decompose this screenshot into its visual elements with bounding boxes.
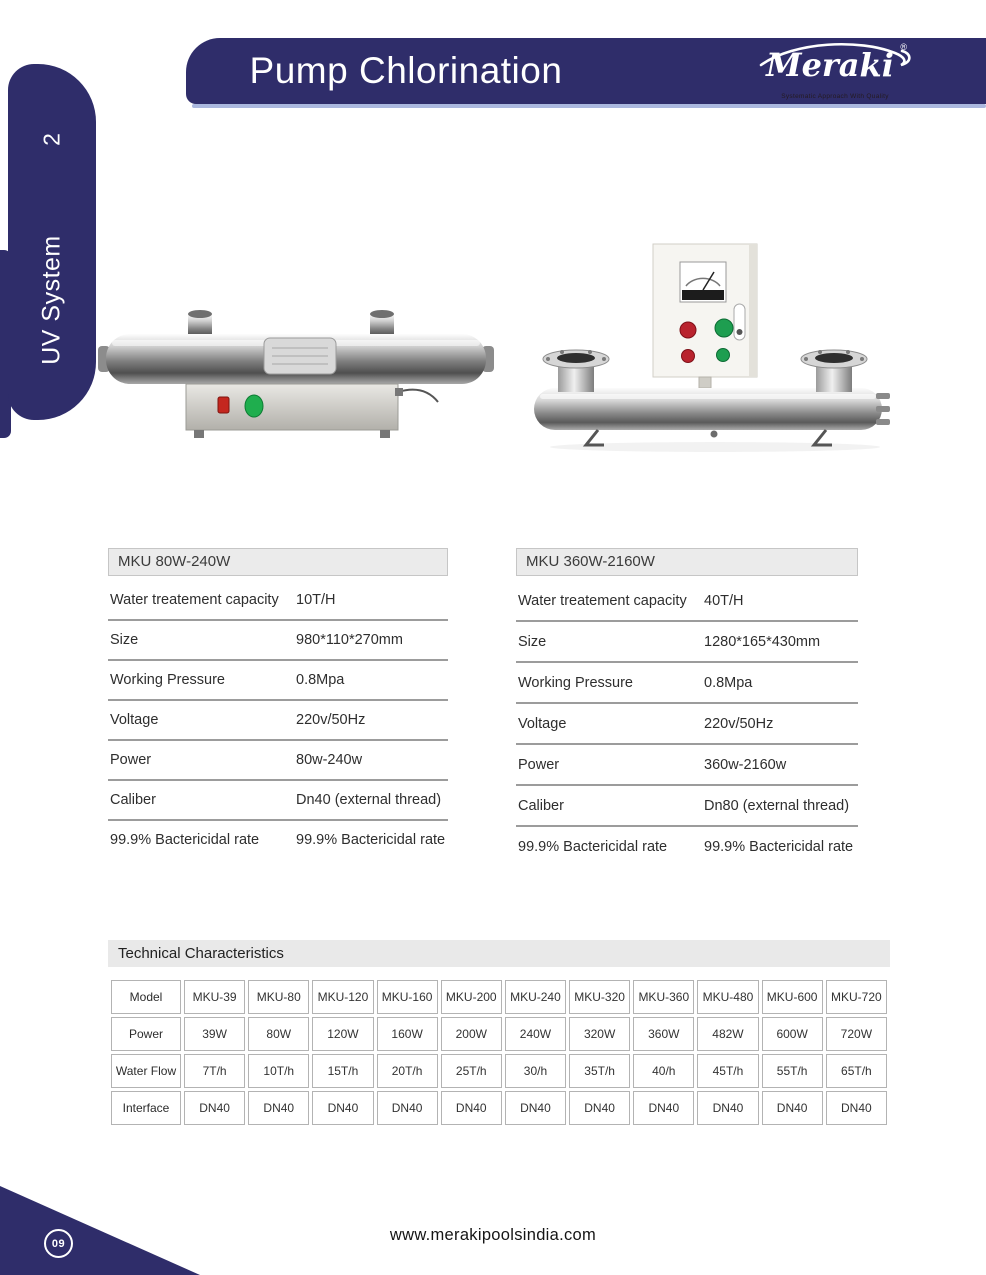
spec-value: 40T/H <box>704 592 744 609</box>
tech-characteristics-table <box>108 977 890 1128</box>
table-cell: 40/h <box>633 1054 694 1088</box>
green-button <box>717 349 730 362</box>
spec-row <box>108 581 448 621</box>
spec-row <box>516 663 858 704</box>
spec-value: Dn40 (external thread) <box>296 792 442 808</box>
spec-label: Power <box>518 756 560 773</box>
table-cell: DN40 <box>248 1091 309 1125</box>
product-image-uv-sterilizer-flanged <box>528 238 904 454</box>
table-cell: DN40 <box>826 1091 887 1125</box>
logo-tagline: Systematic Approach With Quality <box>781 93 889 100</box>
table-cell: 200W <box>441 1017 502 1051</box>
brand-logo <box>755 39 915 101</box>
spec-row <box>516 827 858 866</box>
spec-value: 0.8Mpa <box>704 674 753 691</box>
spec-value: 360w-2160w <box>704 756 787 773</box>
table-cell: 240W <box>505 1017 566 1051</box>
table-cell: MKU-80 <box>248 980 309 1014</box>
spec-label: Water treatement capacity <box>110 592 279 608</box>
table-cell: 600W <box>762 1017 823 1051</box>
spec-label: Size <box>518 633 547 650</box>
spec-table-title: MKU 80W-240W <box>108 548 448 576</box>
table-cell: 15T/h <box>312 1054 373 1088</box>
mount-foot-right <box>814 430 832 445</box>
table-cell: 720W <box>826 1017 887 1051</box>
table-cell: 10T/h <box>248 1054 309 1088</box>
table-cell: MKU-480 <box>697 980 758 1014</box>
table-cell: MKU-240 <box>505 980 566 1014</box>
table-cell: DN40 <box>505 1091 566 1125</box>
spec-value: 99.9% Bactericidal rate <box>296 832 446 848</box>
spec-value: 220v/50Hz <box>704 715 774 732</box>
table-cell: 25T/h <box>441 1054 502 1088</box>
spec-value: 80w-240w <box>296 752 363 768</box>
table-cell: DN40 <box>569 1091 630 1125</box>
website-url: www.merakipoolsindia.com <box>389 1226 597 1244</box>
spec-label: Working Pressure <box>110 672 225 688</box>
table-cell: 45T/h <box>697 1054 758 1088</box>
page-number-badge: 09 <box>44 1229 73 1258</box>
table-cell: 20T/h <box>377 1054 438 1088</box>
page-title: Pump Chlorination <box>249 50 563 91</box>
table-cell: 80W <box>248 1017 309 1051</box>
spec-table-mku-360w-2160w <box>516 548 858 866</box>
spec-label: Working Pressure <box>518 674 633 691</box>
spec-row <box>108 701 448 741</box>
table-cell: DN40 <box>184 1091 245 1125</box>
table-cell: 320W <box>569 1017 630 1051</box>
table-cell: 120W <box>312 1017 373 1051</box>
spec-table-title: MKU 360W-2160W <box>516 548 858 576</box>
tech-characteristics-title: Technical Characteristics <box>108 940 890 967</box>
power-wire <box>398 390 438 402</box>
table-row-water-flow <box>111 1054 887 1088</box>
green-indicator-button <box>245 395 263 417</box>
green-indicator-lamp <box>715 319 733 337</box>
spec-table-mku-80w-240w <box>108 548 448 859</box>
table-cell: DN40 <box>633 1091 694 1125</box>
table-cell: 482W <box>697 1017 758 1051</box>
spec-row <box>516 581 858 622</box>
table-cell: MKU-360 <box>633 980 694 1014</box>
spec-label: 99.9% Bactericidal rate <box>518 838 668 855</box>
table-cell: 35T/h <box>569 1054 630 1088</box>
table-cell: DN40 <box>441 1091 502 1125</box>
spec-label: Size <box>110 632 139 648</box>
table-cell: MKU-120 <box>312 980 373 1014</box>
spec-label: Caliber <box>110 792 156 808</box>
red-indicator-lamp <box>680 322 696 338</box>
table-row-interface <box>111 1091 887 1125</box>
spec-row <box>516 704 858 745</box>
spec-label: Voltage <box>110 712 159 728</box>
spec-label: 99.9% Bactericidal rate <box>110 832 260 848</box>
spec-value: 220v/50Hz <box>296 712 366 728</box>
table-cell: MKU-320 <box>569 980 630 1014</box>
table-cell: 7T/h <box>184 1054 245 1088</box>
table-cell: 360W <box>633 1017 694 1051</box>
header-banner <box>186 38 986 104</box>
table-cell: 65T/h <box>826 1054 887 1088</box>
table-cell: DN40 <box>377 1091 438 1125</box>
table-cell: MKU-160 <box>377 980 438 1014</box>
table-cell: Model <box>111 980 181 1014</box>
mount-foot-left <box>586 430 604 445</box>
spec-row <box>108 621 448 661</box>
spec-value: 99.9% Bactericidal rate <box>704 838 854 855</box>
table-header-row <box>111 980 887 1014</box>
section-label: UV System <box>37 235 66 365</box>
spec-label: Caliber <box>518 797 564 814</box>
table-cell: 39W <box>184 1017 245 1051</box>
sidebar-tab <box>8 64 96 420</box>
table-cell: Water Flow <box>111 1054 181 1088</box>
table-cell: 30/h <box>505 1054 566 1088</box>
spec-value: 980*110*270mm <box>296 632 403 648</box>
spec-row <box>516 745 858 786</box>
table-cell: MKU-39 <box>184 980 245 1014</box>
spec-row <box>108 741 448 781</box>
red-power-switch <box>218 397 229 413</box>
table-cell: DN40 <box>697 1091 758 1125</box>
spec-value: 1280*165*430mm <box>704 633 821 650</box>
section-number: 2 <box>38 133 65 146</box>
logo-wordmark: Meraki <box>766 46 894 84</box>
table-cell: MKU-200 <box>441 980 502 1014</box>
product-image-uv-sterilizer-compact <box>98 298 494 443</box>
table-cell: MKU-600 <box>762 980 823 1014</box>
spec-row <box>108 781 448 821</box>
registered-trademark-icon: ® <box>900 42 907 52</box>
red-button <box>682 350 695 363</box>
spec-row <box>516 786 858 827</box>
table-cell: DN40 <box>312 1091 373 1125</box>
table-cell: 160W <box>377 1017 438 1051</box>
table-cell: 55T/h <box>762 1054 823 1088</box>
table-cell: MKU-720 <box>826 980 887 1014</box>
spec-row <box>108 821 448 859</box>
spec-row <box>516 622 858 663</box>
spec-label: Voltage <box>518 715 567 732</box>
table-row-power <box>111 1017 887 1051</box>
spec-value: 0.8Mpa <box>296 672 345 688</box>
spec-value: Dn80 (external thread) <box>704 797 850 814</box>
spec-row <box>108 661 448 701</box>
table-cell: Power <box>111 1017 181 1051</box>
spec-value: 10T/H <box>296 592 336 608</box>
spec-label: Water treatement capacity <box>518 592 687 609</box>
spec-label: Power <box>110 752 152 768</box>
table-cell: Interface <box>111 1091 181 1125</box>
table-cell: DN40 <box>762 1091 823 1125</box>
